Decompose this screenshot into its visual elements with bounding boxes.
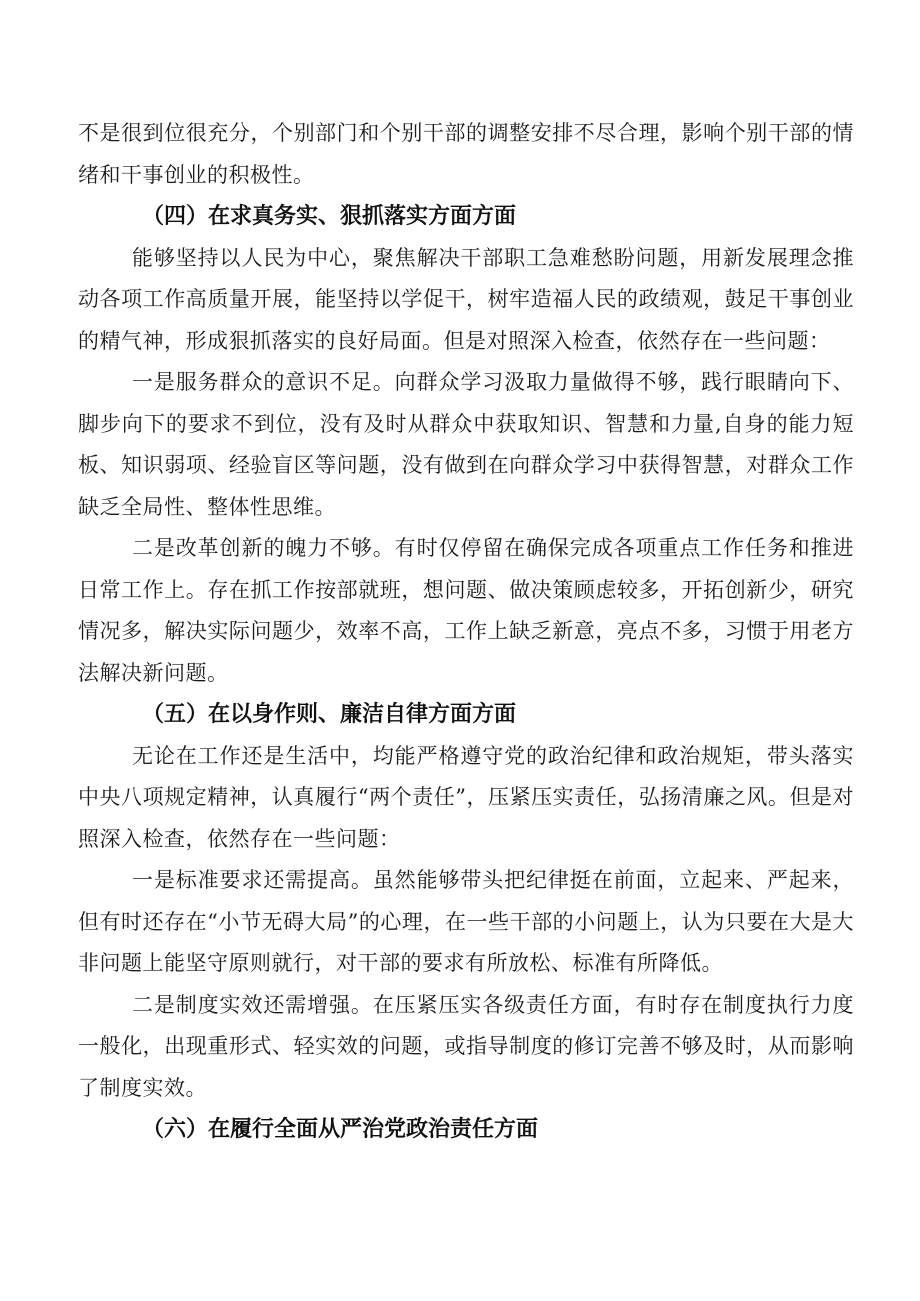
paragraph-service-awareness: 一是服务群众的意识不足。向群众学习汲取力量做得不够，践行眼睛向下、脚步向下的要求不到位，没有及时从群众中获取知识、智慧和力量,自身的能力短板、知识弱项、经验盲区等问题，没有做到在向群众学习中获得智慧，对群众工作缺乏全局性、整体性思维。 xyxy=(78,370,854,519)
document-body xyxy=(78,113,854,1151)
paragraph-system-effectiveness: 二是制度实效还需增强。在压紧压实各级责任方面，有时存在制度执行力度一般化，出现重形式、轻实效的问题，或指导制度的修订完善不够及时，从而影响了制度实效。 xyxy=(78,992,854,1100)
paragraph-section-four-intro: 能够坚持以人民为中心，聚焦解决干部职工急难愁盼问题，用新发展理念推动各项工作高质量开展，能坚持以学促干，树牢造福人民的政绩观，鼓足干事创业的精气神，形成狠抓落实的良好局面。但是对照深入检查，依然存在一些问题： xyxy=(78,245,854,353)
paragraph-section-five-intro: 无论在工作还是生活中，均能严格遵守党的政治纪律和政治规矩，带头落实中央八项规定精神，认真履行“两个责任”，压紧压实责任，弘扬清廉之风。但是对照深入检查，依然存在一些问题： xyxy=(78,743,854,851)
paragraph-standard-requirements: 一是标准要求还需提高。虽然能够带头把纪律挺在前面，立起来、严起来，但有时还存在“小节无碍大局”的心理，在一些干部的小问题上，认为只要在大是大非问题上能坚守原则就行，对干部的要求有所放松、标准有所降低。 xyxy=(78,868,854,975)
section-heading-six: （六）在履行全面从严治党政治责任方面 xyxy=(142,1117,539,1142)
paragraph-reform-innovation: 二是改革创新的魄力不够。有时仅停留在确保完成各项重点工作任务和推进日常工作上。存在抓工作按部就班，想问题、做决策顾虑较多，开拓创新少，研究情况多，解决实际问题少，效率不高，工作上缺乏新意，亮点不多，习惯于用老方法解决新问题。 xyxy=(78,536,854,685)
paragraph-continuation: 不是很到位很充分，个别部门和个别干部的调整安排不尽合理，影响个别干部的情绪和干事创业的积极性。 xyxy=(78,121,854,187)
section-heading-four: （四）在求真务实、狠抓落实方面方面 xyxy=(142,204,517,229)
section-heading-five: （五）在以身作则、廉洁自律方面方面 xyxy=(142,702,517,727)
